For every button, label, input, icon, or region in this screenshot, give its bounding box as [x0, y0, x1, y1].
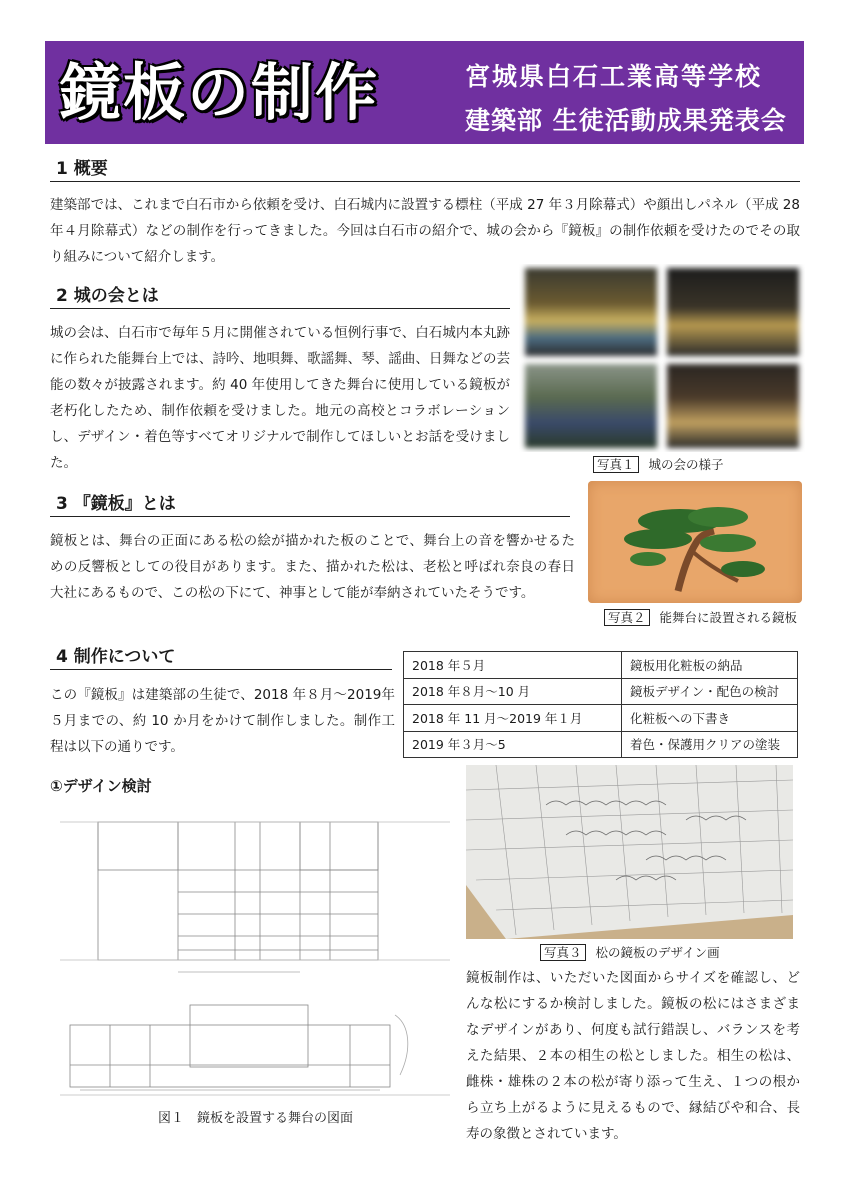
table-row [404, 652, 798, 679]
photo-2-caption-text: 能舞台に設置される鏡板 [659, 610, 798, 625]
design-text: 鏡板制作は、いただいた図面からサイズを確認し、どんな松にするか検討しました。鏡板の松にはさまざまなデザインがあり、何度も試行錯誤し、バランスを考えた結果、２本の相生の松としました。相生の松は、雌株・雄株の２本の松が寄り添って生え、１つの根から立ち上がるように見えるもので、縁結びや和合、長寿の象徴とされています。 [466, 970, 800, 1142]
pine-tree-icon [588, 481, 802, 603]
page-title: 鏡板の制作 [59, 56, 380, 129]
section-3-heading: 3 『鏡板』とは [50, 492, 570, 517]
event-subtitle: 建築部 生徒活動成果発表会 [465, 106, 787, 135]
figure-stage-drawing [50, 800, 455, 1105]
photo-2-caption [604, 609, 797, 627]
design-subheading: ①デザイン検討 [50, 777, 152, 795]
school-name: 宮城県白石工業高等学校 [465, 62, 763, 91]
table-row [404, 678, 798, 705]
photo-1-label: 写真１ [593, 456, 639, 473]
section-4-heading: 4 制作について [50, 645, 392, 670]
schedule-task: 鏡板デザイン・配色の検討 [622, 678, 798, 705]
section-2-text: 城の会は、白石市で毎年５月に開催されている恒例行事で、白石城内本丸跡に作られた能舞台上では、詩吟、地唄舞、歌謡舞、琴、謡曲、日舞などの芸能の数々が披露されます。約 40 年使用してきた舞台に使用している鏡板が老朽化したため、制作依頼を受けました。地元の高校とコラボレーションし、デザイン・着色等すべてオリジナルで制作してほしいとお話を受けました。 [50, 325, 510, 471]
section-3-text: 鏡板とは、舞台の正面にある松の絵が描かれた板のことで、舞台上の音を響かせるための反響板としての役目があります。また、描かれた松は、老松と呼ばれ奈良の春日大社にあるもので、この松の下にて、神事として能が奉納されていたそうです。 [50, 533, 575, 601]
photo-1-caption [593, 456, 724, 474]
photo-2-label: 写真２ [604, 609, 650, 626]
schedule-table [403, 651, 798, 758]
section-2-heading: 2 城の会とは [50, 284, 510, 309]
stage-drawing-icon [50, 800, 455, 1105]
section-1-heading: 1 概要 [50, 157, 800, 182]
photo-pine-panel [588, 481, 802, 603]
schedule-task: 化粧板への下書き [622, 705, 798, 732]
header-banner [45, 41, 804, 144]
photo-3-label: 写真３ [540, 944, 586, 961]
table-row [404, 705, 798, 732]
schedule-task: 鏡板用化粧板の納品 [622, 652, 798, 679]
section-4-text: この『鏡板』は建築部の生徒で、2018 年８月～2019年５月までの、約 10 か月をかけて制作しました。制作工程は以下の通りです。 [50, 687, 395, 755]
schedule-period: 2018 年８月～10 月 [404, 678, 622, 705]
table-row [404, 731, 798, 758]
photo-3-caption [540, 944, 720, 962]
photo-design-sketch [466, 765, 793, 939]
design-sketch-icon [466, 765, 793, 939]
photo-3-caption-text: 松の鏡板のデザイン画 [595, 945, 720, 960]
schedule-task: 着色・保護用クリアの塗装 [622, 731, 798, 758]
schedule-period: 2019 年３月～5 [404, 731, 622, 758]
schedule-period: 2018 年５月 [404, 652, 622, 679]
schedule-period: 2018 年 11 月～2019 年１月 [404, 705, 622, 732]
figure-1-caption: 図１ 鏡板を設置する舞台の図面 [158, 1111, 354, 1126]
photo-event-collage [519, 264, 805, 452]
section-1-text: 建築部では、これまで白石市から依頼を受け、白石城内に設置する標柱（平成 27 年３月除幕式）や顔出しパネル（平成 28 年４月除幕式）などの制作を行ってきました。今回は白石市の紹介で、城の会から『鏡板』の制作依頼を受けたのでその取り組みについて紹介します。 [50, 197, 800, 265]
photo-1-caption-text: 城の会の様子 [648, 457, 724, 472]
